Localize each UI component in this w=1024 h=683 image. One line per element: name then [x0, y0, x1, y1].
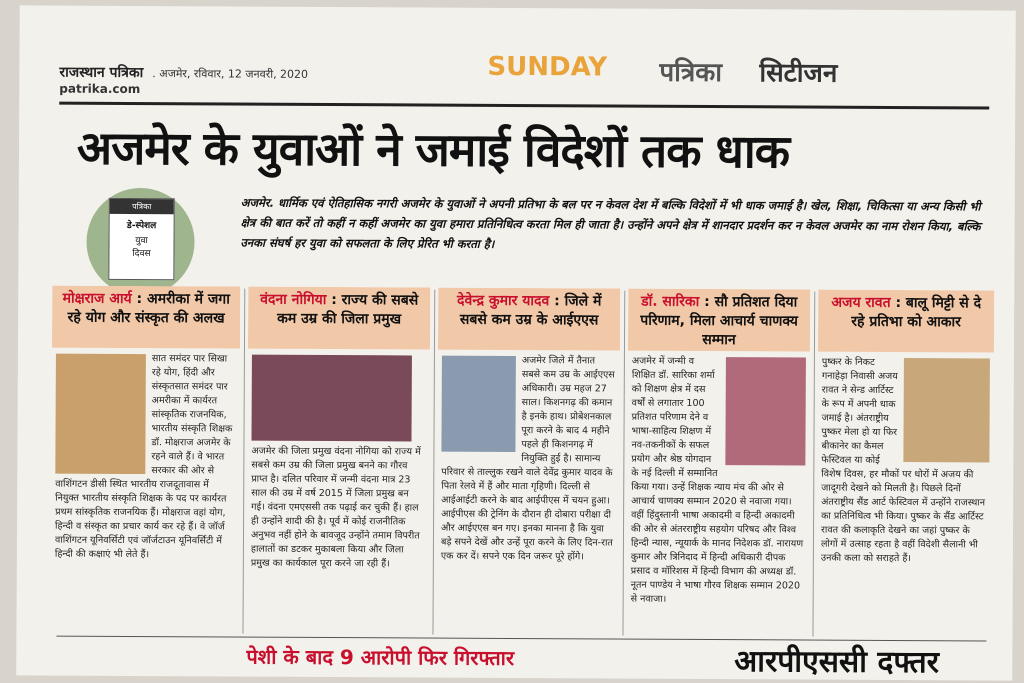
story-body — [51, 348, 240, 567]
brand-name: राजस्थान पत्रिका — [59, 64, 144, 82]
calendar-icon — [108, 198, 174, 280]
day-special-badge — [86, 188, 195, 297]
person-photo — [251, 355, 411, 442]
story-column — [816, 290, 994, 641]
story-person-name: देवेन्द्र कुमार यादव — [457, 292, 550, 310]
story-headline — [438, 288, 620, 351]
story-title: : अमरीका में जगा रहे योग और संस्कृत की अलख — [67, 291, 230, 327]
person-photo — [903, 358, 990, 462]
bottom-teaser-left: पेशी के बाद 9 आरोपी फिर गिरफ्तार — [246, 644, 515, 670]
story-title: : सौ प्रतिशत दिया परिणाम, मिला आचार्य चाणक्य सम्मान — [640, 293, 799, 349]
story-text: अजमेर जिले में तैनात सबसे कम उम्र के आईएएस अधिकारी। उम्र महज 27 साल। किशनगढ़ की कमान है इनके हाथ। प्रोबेशनकाल पूरा करने के बाद 4 महीने पहले ही किशनगढ़ में नियुक्ति हुई है। सामान्य परिवार से ताल्लुक रखने वाले देवेंद्र कुमार यादव के पिता रेलवे में हैं और माता गृहिणी। दिल्ली से आईआईटी करने के बाद आईपीएस में चयन हुआ। आईपीएस की ट्रेनिंग के दौरान ही दोबारा परीक्षा दी और आईएएस बन गए। इनका मानना है कि युवा बड़े सपने देखें और उन्हें पूरा करने के लिए दिन-रात एक कर दें। सपने एक दिन जरूर पूरे होंगे। — [440, 355, 615, 563]
headline: अजमेर के युवाओं ने जमाई विदेशों तक धाक — [76, 120, 790, 179]
bottom-teaser-right: आरपीएससी दफ्तर — [734, 644, 940, 681]
story-title: : बालू मिट्टी से दे रहे प्रतिभा को आकार — [851, 294, 982, 331]
story-person-name: अजय रावत — [831, 294, 891, 311]
story-title: : जिले में सबसे कम उम्र के आईएएस — [459, 293, 602, 329]
story-title: : राज्य की सबसे कम उम्र की जिला प्रमुख — [277, 292, 419, 328]
section-patrika: पत्रिका — [659, 57, 723, 89]
story-person-name: डॉ. सारिका — [641, 293, 700, 310]
badge-sub2: दिवस — [132, 248, 151, 260]
story-body — [627, 351, 810, 612]
story-column — [436, 288, 620, 639]
badge-top: पत्रिका — [110, 199, 174, 214]
masthead — [59, 62, 339, 97]
story-text: पुष्कर के निकट गनाहेड़ा निवासी अजय रावत ने सेन्ड आर्टिस्ट के रूप में अपनी धाक जमाई है। अंतराष्ट्रीय पुष्कर मेला हो या फिर बीकानेर का कैमल फेस्टिवल या कोई विशेष दिवस, हर मौकों पर धोरों में अजय की जादूगरी देखने को मिलती है। पिछले दिनों अंतराष्ट्रीय सैंड आर्ट फेस्टिवल में उन्होंने राजस्थान का प्रतिनिधित्व भी किया। पुष्कर के सैंड आर्टिस्ट रावत की कलाकृति देखने का जहां पुष्कर के लोगों में उत्साह रहता है वहीं विदेशी सैलानी भी उनकी कला को सराहते हैं। — [820, 356, 986, 565]
dateline: . अजमेर, रविवार, 12 जनवरी, 2020 — [152, 67, 309, 81]
intro-paragraph: अजमेर. धार्मिक एवं ऐतिहासिक नगरी अजमेर के युवाओं ने अपनी प्रतिभा के बल पर न केवल देश में बल्कि विदेशों में भी धाक जमाई है। खेल, शिक्षा, चिकित्सा या अन्य किसी भी क्षेत्र की बात करें तो कहीं न कहीं अजमेर का युवा हमारा प्रतिनिधित्व करता मिल ही जाता है। उन्होंने अपने क्षेत्र में शानदार प्रदर्शन कर न केवल अजमेर का नाम रोशन किया, बल्कि उनका संघर्ष हर युवा को सफलता के लिए प्रेरित भी करता है। — [240, 195, 981, 251]
story-body — [437, 350, 620, 569]
story-text: सात समंदर पार सिखा रहे योग, हिंदी और संस्कृतसात समंदर पार अमरीका में कार्यरत सांस्कृतिक राजनयिक, भारतीय संस्कृति शिक्षक डॉ. मोक्षराज अजमेर के रहने वाले हैं। वे भारत सरकार की ओर से वाशिंगटन डीसी स्थित भारतीय राजदूतावास में नियुक्त भारतीय संस्कृति शिक्षक के पद पर कार्यरत प्रथम सांस्कृतिक राजनयिक हैं। मोक्षराज वहां योग, हिन्दी व संस्कृत का प्रचार कार्य कर रहे हैं। वे जॉर्ज वाशिंगटन यूनिवर्सिटी एवं जॉर्जटाउन यूनिवर्सिटी में हिन्दी की कक्षाएं भी लेते हैं। — [54, 353, 233, 561]
person-photo — [441, 356, 516, 452]
column-divider — [242, 289, 245, 634]
story-column — [50, 286, 240, 637]
story-person-name: मोक्षराज आर्य — [62, 290, 132, 307]
badge-sub1: युवा — [135, 236, 148, 247]
person-photo — [55, 354, 146, 474]
section-sunday: SUNDAY — [487, 51, 608, 83]
column-divider — [812, 292, 815, 637]
person-photo — [725, 357, 806, 465]
column-divider — [622, 291, 625, 636]
story-headline — [628, 289, 810, 352]
site-url[interactable]: patrika.com — [59, 81, 141, 97]
masthead-rule — [59, 102, 989, 110]
newspaper-page — [16, 5, 1015, 680]
story-text: अजमेर की जिला प्रमुख वंदना नोगिया को राज्य में सबसे कम उम्र की जिला प्रमुख बनने का गौरव प्राप्त है। दलित परिवार में जन्मी वंदना मात्र 23 साल की उम्र में वर्ष 2015 में जिला प्रमुख बन गई। वंदना एमएससी तक पढ़ाई कर चुकी हैं। हाल ही उन्होंने शादी की है। पूर्व में कोई राजनीतिक अनुभव नहीं होने के बावजूद उन्होंने तमाम विपरीत हालातों का डटकर मुकाबला किया और जिला प्रमुख का कार्यकाल पूरा करने जा रही हैं। — [250, 445, 421, 570]
story-headline — [52, 286, 240, 349]
column-divider — [432, 290, 435, 635]
story-column — [246, 287, 430, 638]
story-body — [247, 349, 430, 576]
story-column — [626, 289, 810, 640]
story-headline — [248, 287, 430, 350]
badge-label: डे-स्पेशल — [126, 220, 157, 232]
story-text: अजमेर में जन्मी व शिक्षित डॉ. सारिका शर्मा को शिक्षण क्षेत्र में दस वर्षों से लगातार 100 प्रतिशत परिणाम देने व भाषा-साहित्य शिक्षण में नव-तकनीकों के सफल प्रयोग और श्रेष्ठ योगदान के नई दिल्ली में सम्मानित किया गया। उन्हें शिक्षक न्याय मंच की ओर से आचार्य चाणक्य सम्मान 2020 से नवाजा गया। वहीं हिंदुस्तानी भाषा अकादमी व हिन्दी अकादमी की ओर से अंतरराष्ट्रीय सहयोग परिषद और विश्व हिन्दी न्यास, न्यूयार्क के मानद निदेशक डॉ. नारायण कुमार और त्रिनिदाद में हिन्दी अधिकारी दीपक प्रसाद व मॉरिशस में हिन्दी विभाग की अध्यक्ष डॉ. नूतन पाण्डेय ने भाषा गौरव शिक्षक सम्मान 2020 से नवाजा। — [630, 355, 804, 605]
section-citizen: सिटीजन — [759, 58, 838, 89]
story-headline — [818, 290, 994, 353]
story-person-name: वंदना नोगिया — [260, 291, 327, 309]
story-body — [817, 352, 994, 571]
